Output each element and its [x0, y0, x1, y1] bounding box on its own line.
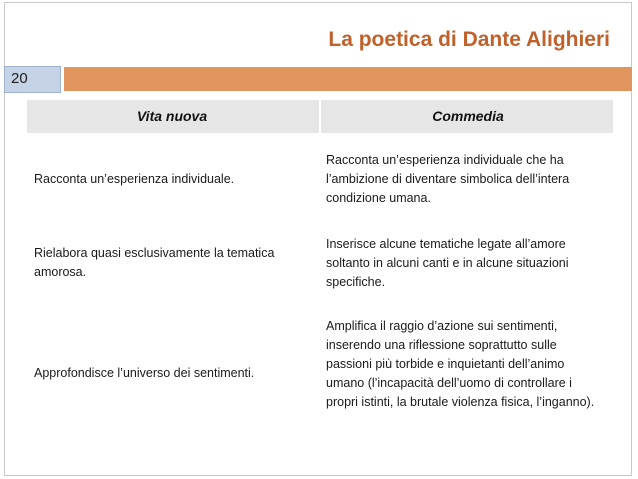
row-3-vita-nuova: Approfondisce l’universo dei sentimenti.: [34, 366, 255, 380]
header-divider: [319, 100, 321, 133]
row-2-vita-nuova: Rielabora quasi esclusivamente la tematica amorosa.: [34, 246, 275, 279]
row-3-commedia: Amplifica il raggio d’azione sui sentimenti, inserendo una riflessione soprattutto sulle passioni più torbide e inquietanti dell’animo umano (l’incapacità dell’uomo di controllare i propri istinti, la brutale violenza fisica, l’inganno).: [326, 319, 595, 409]
row-2-commedia: Inserisce alcune tematiche legate all’amore soltanto in alcuni canti e in alcune situazioni specifiche.: [326, 237, 569, 289]
accent-bar: [64, 67, 632, 91]
page-number: 20: [4, 66, 61, 93]
row-1-vita-nuova: Racconta un’esperienza individuale.: [34, 172, 235, 186]
table-header: [27, 100, 613, 133]
header-vita-nuova: Vita nuova: [136, 108, 208, 124]
row-1-commedia: Racconta un’esperienza individuale che ha l’ambizione di diventare simbolica dell’intera condizione umana.: [326, 153, 570, 205]
header-commedia: Commedia: [432, 108, 504, 124]
slide-title: La poetica di Dante Alighieri: [328, 28, 610, 51]
